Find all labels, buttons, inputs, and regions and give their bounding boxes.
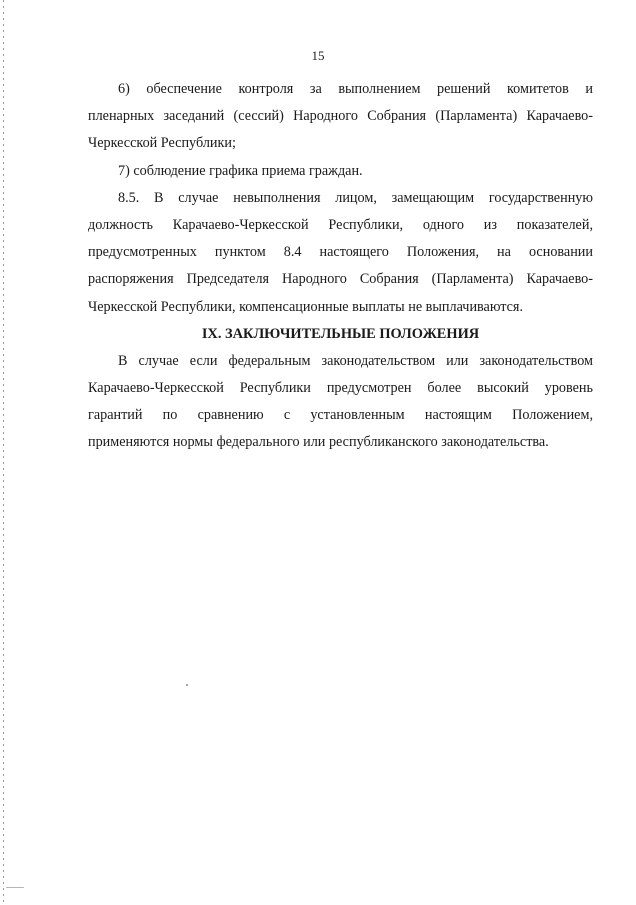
text-line: Карачаево-Черкесской Республики предусмотрен более высокий уровень	[88, 380, 593, 397]
document-body	[88, 76, 593, 457]
paragraph-item-6	[88, 76, 593, 158]
scan-edge-artifact	[3, 0, 4, 905]
text-line: распоряжения Председателя Народного Собрания (Парламента) Карачаево-	[88, 271, 593, 288]
text-line: должность Карачаево-Черкесской Республики, одного из показателей,	[88, 216, 593, 233]
text-line: Черкесской Республики, компенсационные выплаты не выплачиваются.	[88, 298, 524, 315]
text-line: 7) соблюдение графика приема граждан.	[118, 162, 363, 179]
final-paragraph	[88, 348, 593, 457]
text-line: Черкесской Республики;	[88, 135, 236, 152]
scan-speck	[186, 684, 188, 686]
text-line: гарантий по сравнению с установленным настоящим Положением,	[88, 407, 593, 424]
page-number: 15	[311, 48, 325, 63]
paragraph-8-5	[88, 185, 593, 321]
section-heading: IX. ЗАКЛЮЧИТЕЛЬНЫЕ ПОЛОЖЕНИЯ	[201, 325, 480, 342]
text-line: 8.5. В случае невыполнения лицом, замещающим государственную	[118, 189, 593, 206]
text-line: применяются нормы федерального или республиканского законодательства.	[88, 434, 549, 451]
paragraph-item-7	[88, 158, 593, 185]
text-line: 6) обеспечение контроля за выполнением решений комитетов и	[118, 81, 593, 97]
scan-speck	[6, 887, 24, 888]
text-line: предусмотренных пунктом 8.4 настоящего Положения, на основании	[88, 244, 593, 261]
text-line: пленарных заседаний (сессий) Народного Собрания (Парламента) Карачаево-	[88, 108, 593, 125]
text-line: В случае если федеральным законодательством или законодательством	[118, 352, 593, 369]
